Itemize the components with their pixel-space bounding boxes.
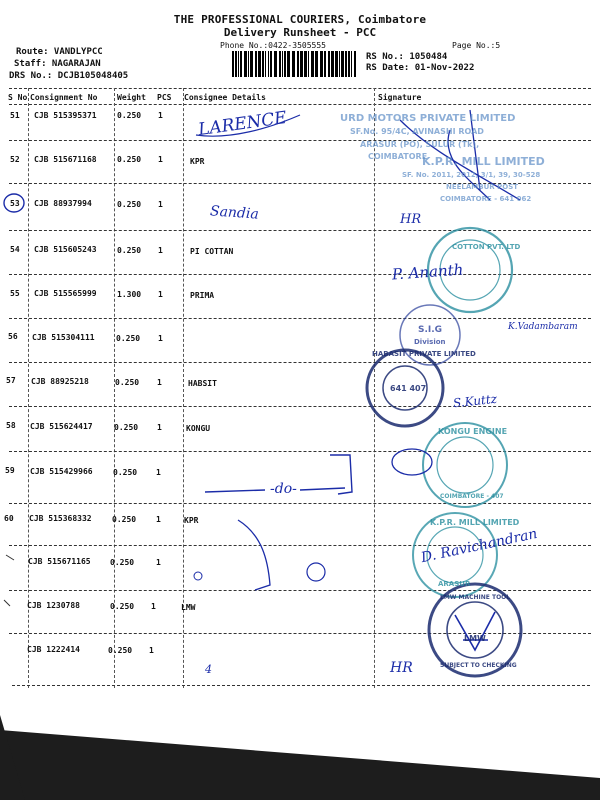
urd-stamp-line: COIMBATORE <box>368 152 428 161</box>
barcode-bar <box>232 51 234 77</box>
kongu-stamp-text: KONGU ENGINE <box>438 427 508 436</box>
row-weight: 0.250 <box>110 602 135 611</box>
row-consignment: CJB 515395371 <box>34 111 97 120</box>
row-weight: 0.250 <box>112 515 137 524</box>
barcode-bar <box>320 51 323 77</box>
row-consignment: CJB 515605243 <box>34 245 97 254</box>
row-weight: 0.250 <box>110 558 135 567</box>
barcode-bar <box>348 51 350 77</box>
row-divider <box>12 685 590 686</box>
row-divider <box>9 318 591 319</box>
barcode-bar <box>284 51 286 77</box>
row-weight: 0.250 <box>115 378 140 387</box>
barcode-bar <box>287 51 290 77</box>
row-consignment: CJB 1222414 <box>27 645 80 654</box>
row-consignee: PI COTTAN <box>190 247 234 256</box>
handwritten-signature: HR <box>390 660 413 676</box>
signature-scribble <box>455 612 495 650</box>
barcode-bar <box>248 51 249 77</box>
barcode-bar <box>274 51 277 77</box>
ink-loop <box>392 449 432 475</box>
barcode-bar <box>354 51 356 77</box>
barcode-bar <box>311 51 314 77</box>
row-pcs: 1 <box>149 646 154 655</box>
row-pcs: 1 <box>158 111 163 120</box>
handwritten-signature: K.Vadambaram <box>508 322 578 332</box>
row-consignee: KPR <box>184 516 199 525</box>
barcode-bar <box>331 51 334 77</box>
col-header-sno: S No <box>8 93 28 102</box>
header-top-rule <box>9 88 591 89</box>
barcode-bar <box>262 51 264 77</box>
row-divider <box>9 362 591 363</box>
document-subtitle: Delivery Runsheet - PCC <box>223 26 377 39</box>
kpr2-stamp-text: K.P.R. MILL LIMITED <box>430 518 520 527</box>
habasit-stamp-center: 641 407 <box>390 384 427 393</box>
lmw-stamp-ring-text: LMW MACHINE TOOL <box>440 594 511 601</box>
urd-stamp-line: SF.No. 95/4C, AVINASHI ROAD <box>350 127 484 136</box>
col-divider <box>114 88 115 688</box>
handwritten-signature: S.Kuttz <box>452 391 498 411</box>
row-sno: 58 <box>6 421 16 430</box>
row-consignment: CJB 88925218 <box>31 377 89 386</box>
barcode-image <box>232 51 360 77</box>
col-divider <box>28 88 29 688</box>
col-header-consignment: Consignment No <box>30 93 98 102</box>
row-divider <box>9 503 591 504</box>
bracket-stroke <box>238 520 270 590</box>
row-consignee: KONGU <box>186 424 211 433</box>
lmw-stamp-bottom: SUBJECT TO CHECKING <box>440 662 517 669</box>
barcode-bar <box>300 51 303 77</box>
row-pcs: 1 <box>156 515 161 524</box>
handwritten-name: Sandia <box>209 203 260 223</box>
cotton-stamp-text: COTTON PVT. LTD <box>452 243 521 251</box>
page-number: Page No.:5 <box>452 41 501 50</box>
lmw-stamp-center: LMW <box>464 634 486 643</box>
row-sno: 52 <box>10 155 20 164</box>
row-pcs: 1 <box>156 558 161 567</box>
row-weight: 0.250 <box>113 468 138 477</box>
row-pcs: 1 <box>156 468 161 477</box>
barcode-bar <box>240 51 242 77</box>
urd-stamp-line: ARASUR (PO), SULUR (Tk), <box>360 140 480 149</box>
row-pcs: 1 <box>158 246 163 255</box>
row-sno: 55 <box>10 289 20 298</box>
route-label: Route: VANDLYPCC <box>16 47 103 57</box>
company-title: THE PROFESSIONAL COURIERS, Coimbatore <box>173 13 427 26</box>
row-pcs: 1 <box>157 378 162 387</box>
sig-stamp-text: S.I.G <box>418 325 443 335</box>
barcode-bar <box>315 51 318 77</box>
row-divider <box>9 633 591 634</box>
handwritten-ditto: -do- <box>270 481 297 497</box>
col-divider <box>183 88 184 688</box>
ink-loop <box>307 563 325 581</box>
row-weight: 0.250 <box>108 646 133 655</box>
barcode-bar <box>308 51 309 77</box>
row-sno: 53 <box>10 199 20 208</box>
rs-number: RS No.: 1050484 <box>366 52 448 62</box>
col-divider <box>374 88 375 688</box>
row-pcs: 1 <box>158 200 163 209</box>
row-consignment: CJB 515304111 <box>32 333 95 342</box>
kpr-stamp-line: SF. No. 2011, 2012, 3/1, 39, 30-528 <box>402 171 541 179</box>
row-consignee: PRIMA <box>190 291 215 300</box>
row-weight: 0.250 <box>117 200 142 209</box>
row-consignment: CJB 515429966 <box>30 467 93 476</box>
habasit-stamp-text: HABASIT PRIVATE LIMITED <box>372 350 476 358</box>
barcode-bar <box>345 51 347 77</box>
barcode-bar <box>324 51 326 77</box>
handwritten-name: LARENCE <box>197 107 289 141</box>
row-consignment: CJB 515671165 <box>28 557 91 566</box>
handwritten-signature: P. Ananth <box>391 260 464 284</box>
row-sno: 59 <box>5 466 15 475</box>
row-consignment: CJB 1230788 <box>27 601 80 610</box>
col-header-signature: Signature <box>378 93 422 102</box>
drs-number: DRS No.: DCJB105048405 <box>9 71 129 81</box>
row-weight: 0.250 <box>117 111 142 120</box>
row-weight: 0.250 <box>117 155 142 164</box>
col-header-weight: Weight <box>117 93 146 102</box>
col-header-pcs: PCS <box>157 93 172 102</box>
barcode-bar <box>270 51 272 77</box>
row-sno: 60 <box>4 514 14 523</box>
urd-stamp-line: URD MOTORS PRIVATE LIMITED <box>340 113 516 124</box>
row-sno: 51 <box>10 111 20 120</box>
margin-mark <box>4 555 14 606</box>
barcode-bar <box>335 51 338 77</box>
barcode-bar <box>304 51 307 77</box>
barcode-bar <box>255 51 257 77</box>
barcode-bar <box>328 51 330 77</box>
row-sno: 57 <box>6 376 16 385</box>
row-pcs: 1 <box>158 290 163 299</box>
row-consignee: LMW <box>181 603 196 612</box>
header-bottom-rule <box>9 104 591 105</box>
barcode-bar <box>282 51 283 77</box>
row-sno: 56 <box>8 332 18 341</box>
row-weight: 0.250 <box>117 246 142 255</box>
row-pcs: 1 <box>157 423 162 432</box>
row-consignment: CJB 515565999 <box>34 289 97 298</box>
kpr-stamp-line: COIMBATORE - 641 062 <box>440 195 532 203</box>
handwritten-signature: D. Ravichandran <box>419 525 539 567</box>
handwritten-signature: HR <box>400 212 422 227</box>
row-divider <box>9 274 591 275</box>
lmw-stamp-inner <box>447 602 503 658</box>
row-weight: 1.300 <box>117 290 142 299</box>
division-stamp-text: Division <box>414 338 446 346</box>
row-divider <box>9 230 591 231</box>
row-consignment: CJB 88937994 <box>34 199 92 208</box>
handwritten-mark: 4 <box>205 663 212 676</box>
barcode-bar <box>341 51 344 77</box>
barcode-bar <box>235 51 237 77</box>
row-divider <box>9 406 591 407</box>
scan-shadow <box>0 690 600 800</box>
col-header-consignee: Consignee Details <box>184 93 266 102</box>
kpr-stamp-line: NEELAMBUR POST <box>446 183 519 191</box>
row-consignment: CJB 515671168 <box>34 155 97 164</box>
row-divider <box>9 451 591 452</box>
barcode-bar <box>351 51 352 77</box>
barcode-bar <box>279 51 281 77</box>
row-pcs: 1 <box>158 155 163 164</box>
row-weight: 0.250 <box>116 334 141 343</box>
barcode-bar <box>250 51 253 77</box>
barcode-bar <box>265 51 266 77</box>
barcode-bar <box>244 51 247 77</box>
barcode-bar <box>238 51 239 77</box>
barcode-bar <box>297 51 299 77</box>
ink-dot <box>194 572 202 580</box>
row-pcs: 1 <box>151 602 156 611</box>
kongu-stamp-city: COIMBATORE - 407 <box>440 493 504 500</box>
staff-label: Staff: NAGARAJAN <box>14 59 101 69</box>
barcode-bar <box>292 51 295 77</box>
row-consignment: CJB 515368332 <box>29 514 92 523</box>
kpr2-stamp-city: ARASUR <box>438 580 471 588</box>
barcode-bar <box>268 51 269 77</box>
row-pcs: 1 <box>158 334 163 343</box>
row-consignee: HABSIT <box>188 379 217 388</box>
row-weight: 0.250 <box>114 423 139 432</box>
row-consignee: KPR <box>190 157 205 166</box>
row-divider <box>9 140 591 141</box>
row-sno: 54 <box>10 245 20 254</box>
barcode-bar <box>339 51 340 77</box>
kpr-stamp-line: K.P.R. MILL LIMITED <box>422 155 545 168</box>
phone-number: Phone No.:0422-3505555 <box>220 41 326 50</box>
kongu-stamp-inner <box>437 437 493 493</box>
rs-date: RS Date: 01-Nov-2022 <box>366 63 475 73</box>
barcode-bar <box>258 51 261 77</box>
row-consignment: CJB 515624417 <box>30 422 93 431</box>
row-divider <box>9 590 591 591</box>
